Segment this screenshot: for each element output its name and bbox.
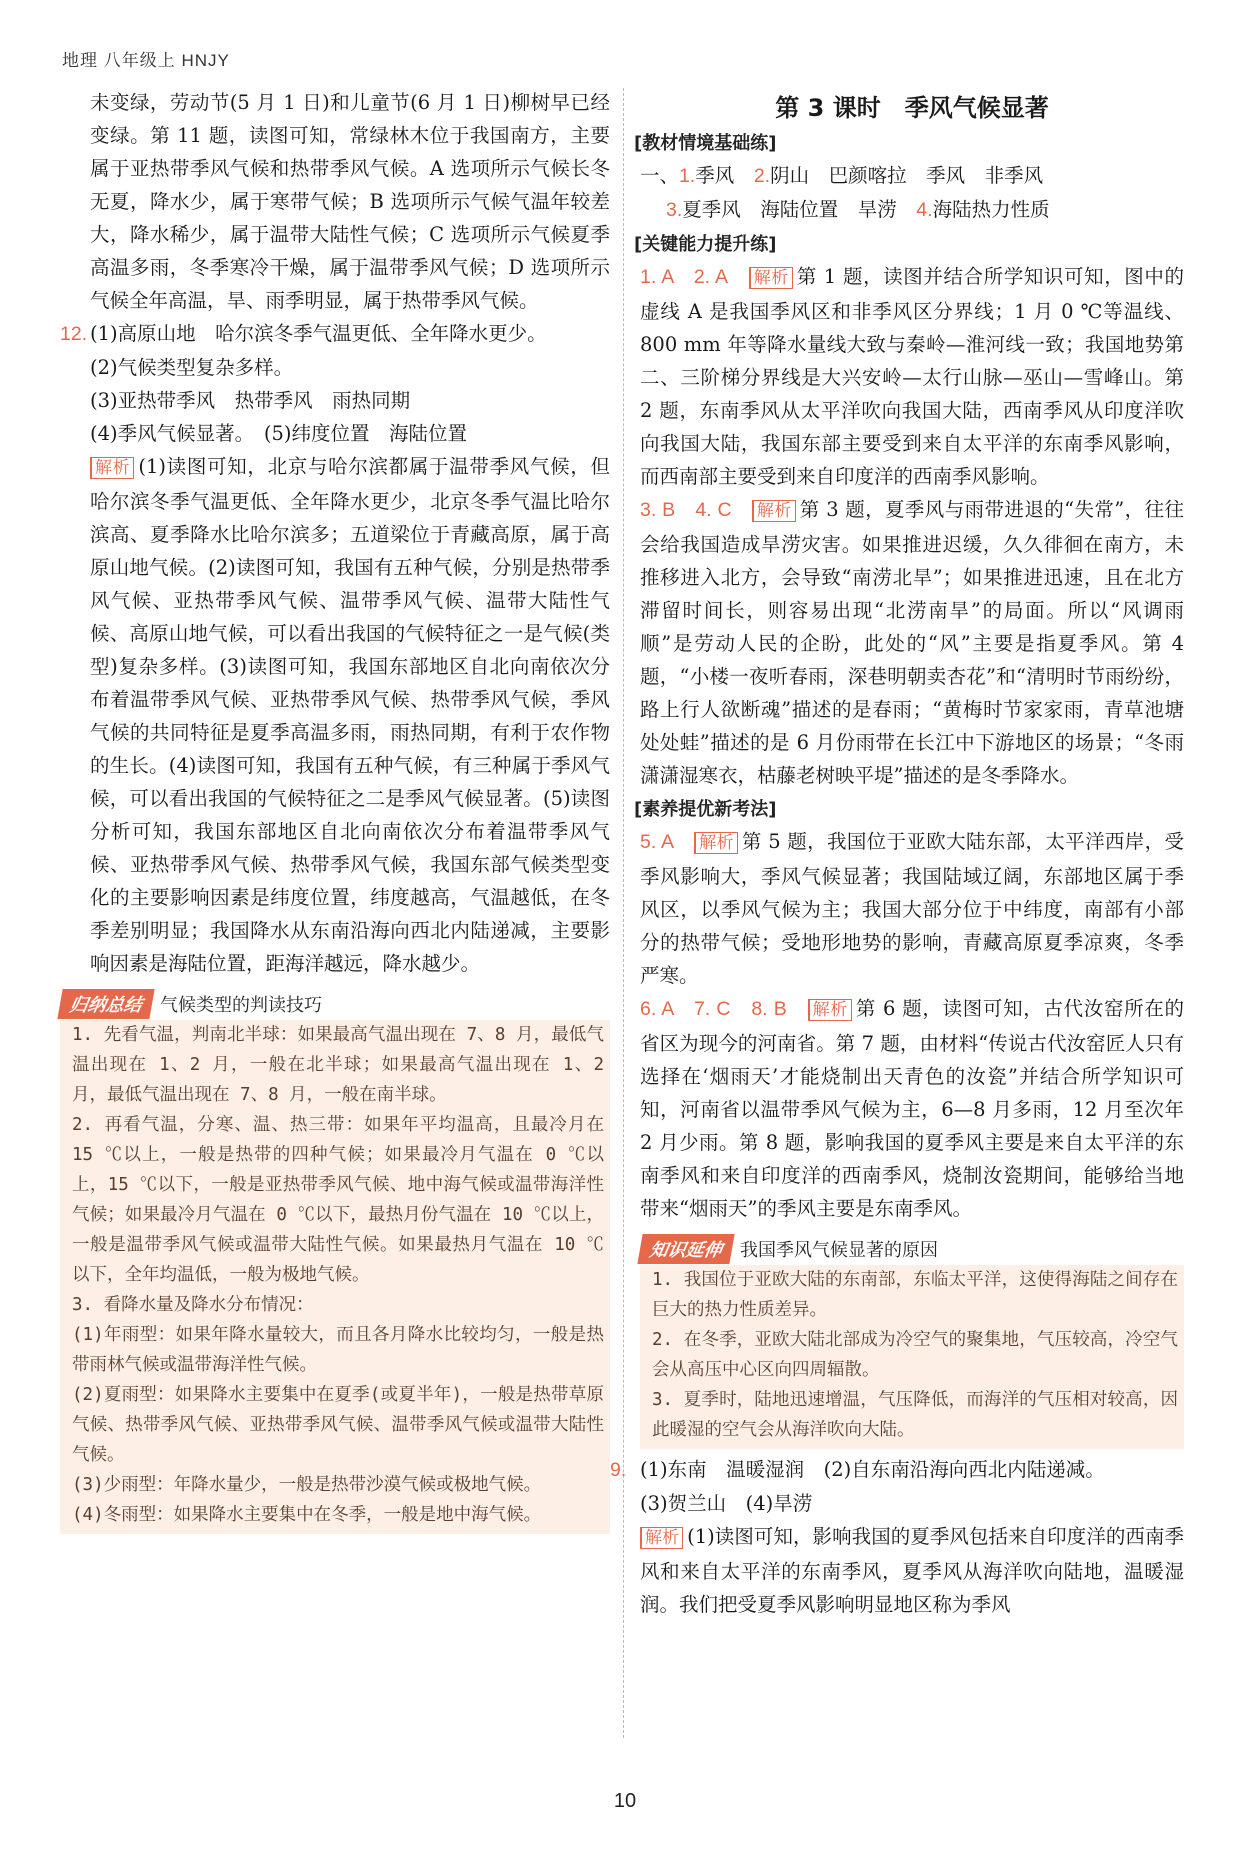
q3-4-answers: 3. B 4. C [640,499,732,521]
analysis-label: 解析 [752,500,796,522]
page-header: 地理 八年级上 HNJY [62,51,230,70]
summary-line: (2)夏雨型：如果降水主要集中在夏季(或夏半年)，一般是热带草原气候、热带季风气候、亚热带季风气候、温带季风气候或温带大陆性气候。 [72,1385,604,1465]
q6-8-block [640,992,1184,1225]
section-key-ability: [ 关键能力提升练 ] [634,230,1184,256]
basic-answers-line2 [640,193,1184,227]
part-prefix: 一、 [640,164,680,187]
analysis-label: 解析 [640,1527,683,1549]
q11-analysis-continued: 未变绿，劳动节(5 月 1 日)和儿童节(6 月 1 日)柳树早已经变绿。第 11 题，读图可知，常绿林木位于我国南方，主要属于亚热带季风气候和热带季风气候。A 选项所示气候长冬无夏，降水少，属于寒带气候；B 选项所示气候气温年较差大，降水稀少，属于温带大陆性气候；C 选项所示气候夏季高温多雨，冬季寒冷干燥，属于温带季风气候；D 选项所示气候全年高温，旱、雨季明显，属于热带季风气候。 [90,91,610,312]
q12-analysis [90,450,610,980]
section-basic: [ 教材情境基础练 ] [634,129,1184,155]
summary-box [60,988,610,1534]
q6-8-answers: 6. A 7. C 8. B [640,998,787,1020]
q9-number: 9. [610,1459,627,1481]
page-number: 10 [613,1790,637,1812]
q3-4-block [640,493,1184,792]
summary-line: 1. 先看气温，判南北半球：如果最高气温出现在 7、8 月，最低气温出现在 1、2 月，一般在北半球；如果最高气温出现在 1、2 月，最低气温出现在 7、8 月，一般在南半球。 [72,1025,604,1105]
answer-number: 4. [916,199,933,221]
lesson-title: 第 3 课时 季风气候显著 [775,94,1049,122]
q9-answer-1: (1)东南 温暖湿润 (2)自东南沿海向西北内陆递减。 [640,1458,1105,1481]
analysis-label: 解析 [808,999,852,1021]
answer-text: 阴山 巴颜喀拉 季风 非季风 [770,164,1044,187]
answer-text: 夏季风 海陆位置 旱涝 [682,198,897,221]
analysis-label: 解析 [694,832,738,854]
summary-line: (3)少雨型：年降水量少，一般是热带沙漠气候或极地气候。 [72,1475,542,1495]
summary-heading: 气候类型的判读技巧 [160,995,322,1016]
q12-answer-3: (3)亚热带季风 热带季风 雨热同期 [90,389,411,412]
q9-answer-line1 [610,1453,1184,1487]
q5-analysis: 第 5 题，我国位于亚欧大陆东部，太平洋西岸，受季风影响大，季风气候显著；我国陆域辽阔，东部地区属于季风区，以季风气候为主；我国大部分位于中纬度，南部有小部分的热带气候；受地形地势的影响，青藏高原夏季凉爽，冬季严寒。 [640,830,1184,987]
q1-2-answers: 1. A 2. A [640,266,729,288]
q9-analysis [640,1520,1184,1621]
summary-line: 2. 再看气温，分寒、温、热三带：如果年平均温高，且最冷月在 15 ℃以上，一般是热带的四种气候；如果最冷月气温在 0 ℃以上，15 ℃以下，一般是亚热带季风气候、地中海气候或温带海洋性气候；如果最冷月气温在 0 ℃以下，最热月份气温在 10 ℃以上，一般是温带季风气候或温带大陆性气候。如果最热月气温在 10 ℃以下，全年均温低，一般为极地气候。 [72,1115,604,1285]
answer-number: 1. [679,165,696,187]
q12-answer-4: (4)季风气候显著。 (5)纬度位置 海陆位置 [90,422,467,445]
column-divider [623,88,624,1738]
q12-answer-2: (2)气候类型复杂多样。 [90,356,294,379]
q12-number: 12. [60,323,88,345]
extension-line: 3. 夏季时，陆地迅速增温，气压降低，而海洋的气压相对较高，因此暖湿的空气会从海洋吹向大陆。 [652,1390,1178,1440]
q5-answer: 5. A [640,831,674,853]
q1-2-analysis: 第 1 题，读图并结合所学知识可知，图中的虚线 A 是我国季风区和非季风区分界线；1 月 0 ℃等温线、800 mm 年等降水量线大致与秦岭—淮河线一致；我国地势第二、三阶梯分界线是大兴安岭—太行山脉—巫山—雪峰山。第 2 题，东南季风从太平洋吹向我国大陆，西南季风从印度洋吹向我国大陆，我国东部主要受到来自太平洋的东南季风影响，而西南部主要受到来自印度洋的西南季风影响。 [640,265,1184,488]
answer-text: 季风 [695,164,735,187]
summary-line: (4)冬雨型：如果降水主要集中在冬季，一般是地中海气候。 [72,1505,542,1525]
right-column [610,86,1185,1621]
extension-line: 1. 我国位于亚欧大陆的东南部，东临太平洋，这使得海陆之间存在巨大的热力性质差异。 [652,1270,1178,1320]
extension-heading: 我国季风气候显著的原因 [740,1240,938,1261]
q5-block [640,825,1184,992]
left-column [60,86,611,1534]
analysis-label: 解析 [749,267,793,289]
answer-text: 海陆热力性质 [932,198,1050,221]
answer-number: 2. [753,165,771,187]
summary-line: 3. 看降水量及降水分布情况： [72,1295,314,1315]
q1-2-block [640,260,1184,493]
q9-analysis-text: (1)读图可知，影响我国的夏季风包括来自印度洋的西南季风和来自太平洋的东南季风，夏季风从海洋吹向陆地，温暖湿润。我们把受夏季风影响明显地区称为季风 [640,1525,1185,1616]
q12-answer-1: (1)高原山地 哈尔滨冬季气温更低、全年降水更少。 [90,322,547,345]
section-literacy: [ 素养提优新考法 ] [634,795,1184,821]
answer-number: 3. [666,199,683,221]
q12-analysis-text: (1)读图可知，北京与哈尔滨都属于温带季风气候，但哈尔滨冬季气温更低、全年降水更少，北京冬季气温比哈尔滨高、夏季降水比哈尔滨多；五道梁位于青藏高原，属于高原山地气候。(2)读图可知，我国有五种气候，分别是热带季风气候、亚热带季风气候、温带季风气候、温带大陆性气候、高原山地气候，可以看出我国的气候特征之一是气候(类型)复杂多样。(3)读图可知，我国东部地区自北向南依次分布着温带季风气候、亚热带季风气候、热带季风气候，季风气候的共同特征是夏季高温多雨，雨热同期，有利于农作物的生长。(4)读图可知，我国有五种气候，有三种属于季风气候，可以看出我国的气候特征之二是季风气候显著。(5)读图分析可知，我国东部地区自北向南依次分布着温带季风气候、亚热带季风气候、热带季风气候，我国东部气候类型变化的主要影响因素是纬度位置，纬度越高，气温越低，在冬季差别明显；我国降水从东南沿海向西北内陆递减，主要影响因素是海陆位置，距海洋越远，降水越少。 [90,455,611,975]
extension-tag: 知识延伸 [637,1234,734,1264]
summary-line: (1)年雨型：如果年降水量较大，而且各月降水比较均匀，一般是热带雨林气候或温带海洋性气候。 [72,1325,604,1375]
q3-4-analysis: 第 3 题，夏季风与雨带进退的“失常”，往往会给我国造成旱涝灾害。如果推进迟缓，久久徘徊在南方，未推移进入北方，会导致“南涝北旱”；如果推进迅速，且在北方滞留时间长，则容易出现“北涝南旱”的局面。所以“风调雨顺”是劳动人民的企盼，此处的“风”主要是指夏季风。第 4 题，“小楼一夜听春雨，深巷明朝卖杏花”和“清明时节雨纷纷，路上行人欲断魂”描述的是春雨；“黄梅时节家家雨，青草池塘处处蛙”描述的是 6 月份雨带在长江中下游地区的场景；“冬雨潇潇湿寒衣，枯藤老树映平堤”描述的是冬季降水。 [640,498,1184,787]
basic-answers-line1 [640,159,1184,193]
extension-box-title [640,1233,1184,1265]
summary-box-title [60,988,610,1020]
extension-box [640,1233,1184,1449]
q9-answer-2: (3)贺兰山 (4)旱涝 [640,1492,813,1515]
extension-line: 2. 在冬季，亚欧大陆北部成为冷空气的聚集地，气压较高，冷空气会从高压中心区向四周辐散。 [652,1330,1178,1380]
analysis-label: 解析 [90,457,134,479]
q12-answer-line [60,317,610,351]
q6-8-analysis: 第 6 题，读图可知，古代汝窑所在的省区为现今的河南省。第 7 题，由材料“传说古代汝窑匠人只有选择在‘烟雨天’才能烧制出天青色的汝瓷”并结合所学知识可知，河南省以温带季风气候为主，6—8 月多雨，12 月至次年 2 月少雨。第 8 题，影响我国的夏季风主要是来自太平洋的东南季风和来自印度洋的西南季风，烧制汝瓷期间，能够给当地带来“烟雨天”的季风主要是东南季风。 [640,997,1184,1220]
summary-tag: 归纳总结 [57,989,154,1019]
